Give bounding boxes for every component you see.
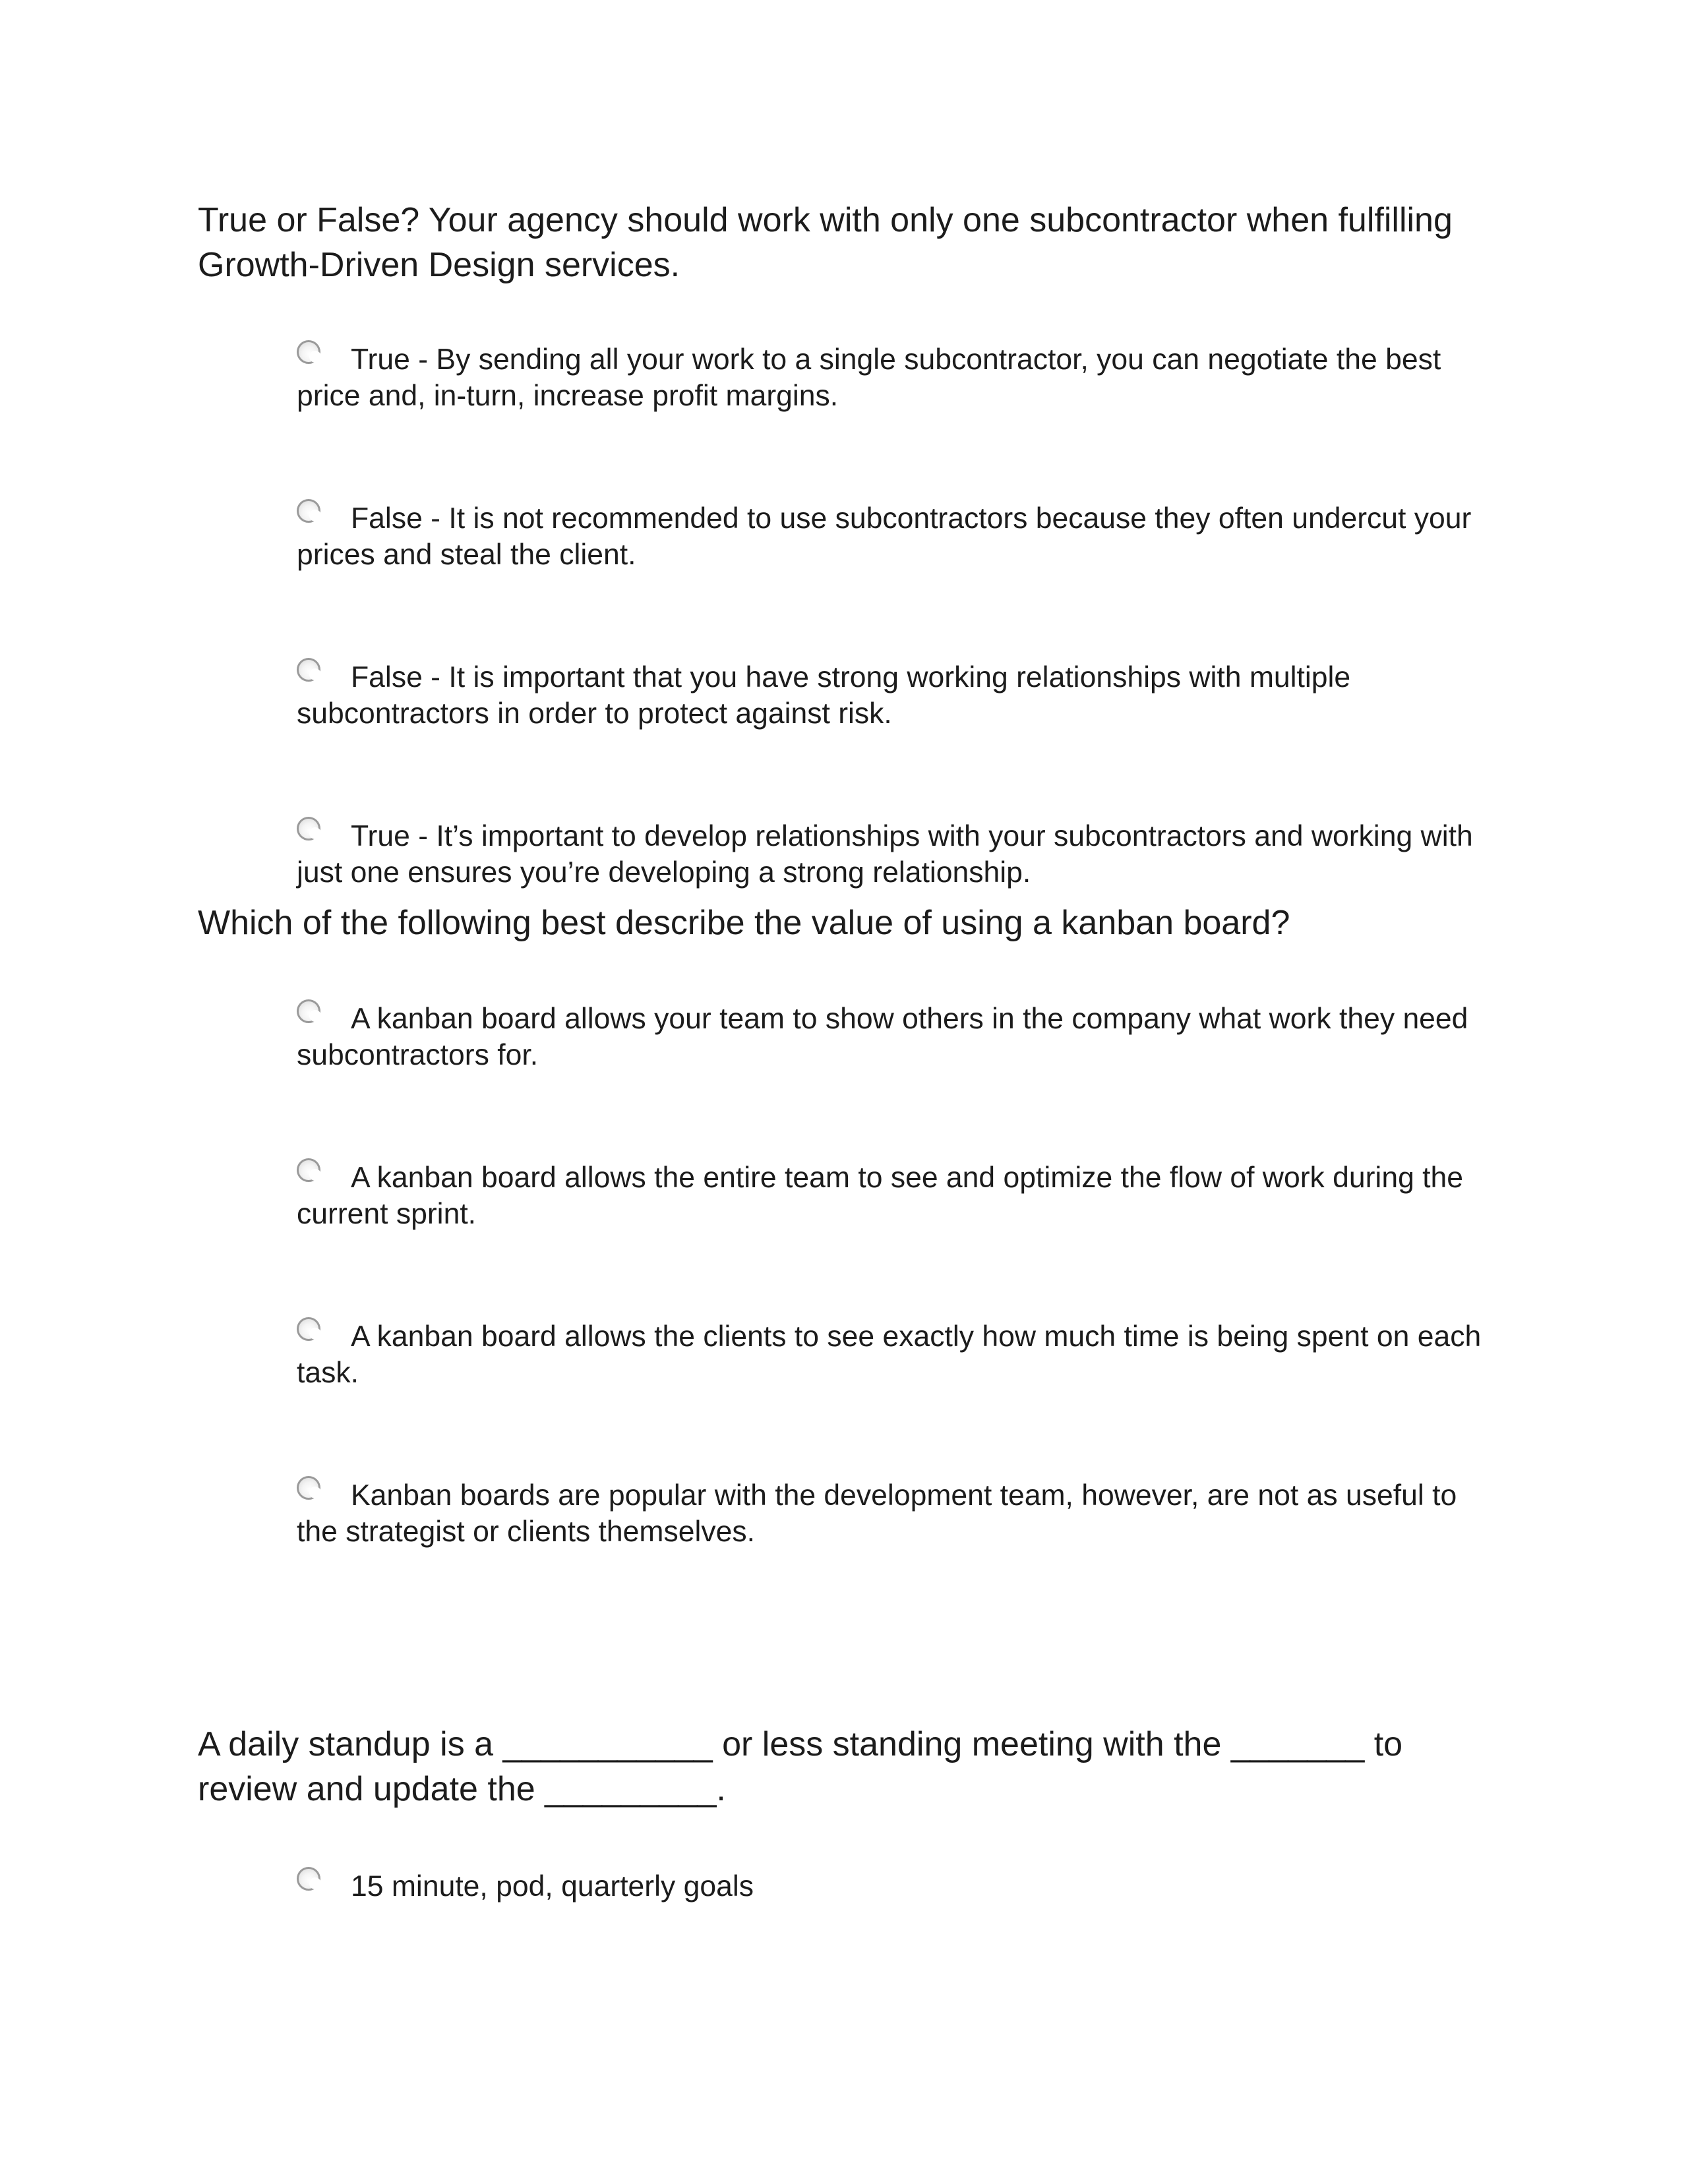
option-label: A kanban board allows the entire team to see and optimize the flow of work during the current sprint. — [297, 1162, 1464, 1230]
option-label: 15 minute, pod, quarterly goals — [351, 1870, 754, 1903]
option-label: True - By sending all your work to a single subcontractor, you can negotiate the best price and, in-turn, increase profit margins. — [297, 343, 1441, 412]
question-1-option-4[interactable] — [297, 818, 1490, 891]
question-2-text: Which of the following best describe the value of using a kanban board? — [198, 904, 1290, 942]
radio-button-icon[interactable] — [297, 340, 320, 364]
question-2-option-3[interactable] — [297, 1318, 1490, 1391]
option-label: A kanban board allows your team to show others in the company what work they need subcontractors for. — [297, 1003, 1468, 1071]
radio-button-icon[interactable] — [297, 817, 320, 841]
question-1-options — [297, 341, 1490, 891]
question-2 — [198, 900, 1490, 1550]
option-label: Kanban boards are popular with the development team, however, are not as useful to the strategist or clients themselves. — [297, 1479, 1457, 1548]
radio-button-icon[interactable] — [297, 1476, 320, 1500]
option-label: False - It is not recommended to use subcontractors because they often undercut your prices and steal the client. — [297, 502, 1472, 571]
question-1-option-3[interactable] — [297, 659, 1490, 732]
radio-button-icon[interactable] — [297, 1867, 320, 1891]
question-3-options — [297, 1868, 1490, 1904]
radio-button-icon[interactable] — [297, 499, 320, 523]
radio-button-icon[interactable] — [297, 658, 320, 682]
question-3-text: A daily standup is a ___________ or less standing meeting with the _______ to review and update the _________. — [198, 1725, 1403, 1808]
option-label: A kanban board allows the clients to see exactly how much time is being spent on each task. — [297, 1320, 1482, 1389]
question-2-options — [297, 1001, 1490, 1550]
question-3-option-1[interactable] — [297, 1868, 1490, 1904]
option-label: False - It is important that you have strong working relationships with multiple subcontractors in order to protect against risk. — [297, 661, 1351, 730]
question-2-option-1[interactable] — [297, 1001, 1490, 1073]
question-1 — [198, 198, 1490, 891]
radio-button-icon[interactable] — [297, 1317, 320, 1341]
question-2-option-4[interactable] — [297, 1477, 1490, 1550]
question-3 — [198, 1722, 1490, 1904]
question-2-option-2[interactable] — [297, 1160, 1490, 1232]
radio-button-icon[interactable] — [297, 1158, 320, 1182]
question-1-option-2[interactable] — [297, 500, 1490, 573]
radio-button-icon[interactable] — [297, 999, 320, 1023]
option-label: True - It’s important to develop relationships with your subcontractors and working with just one ensures you’re developing a strong relationship. — [297, 820, 1473, 889]
question-1-text: True or False? Your agency should work with only one subcontractor when fulfilling Growth-Driven Design services. — [198, 201, 1453, 284]
question-1-option-1[interactable] — [297, 341, 1490, 414]
